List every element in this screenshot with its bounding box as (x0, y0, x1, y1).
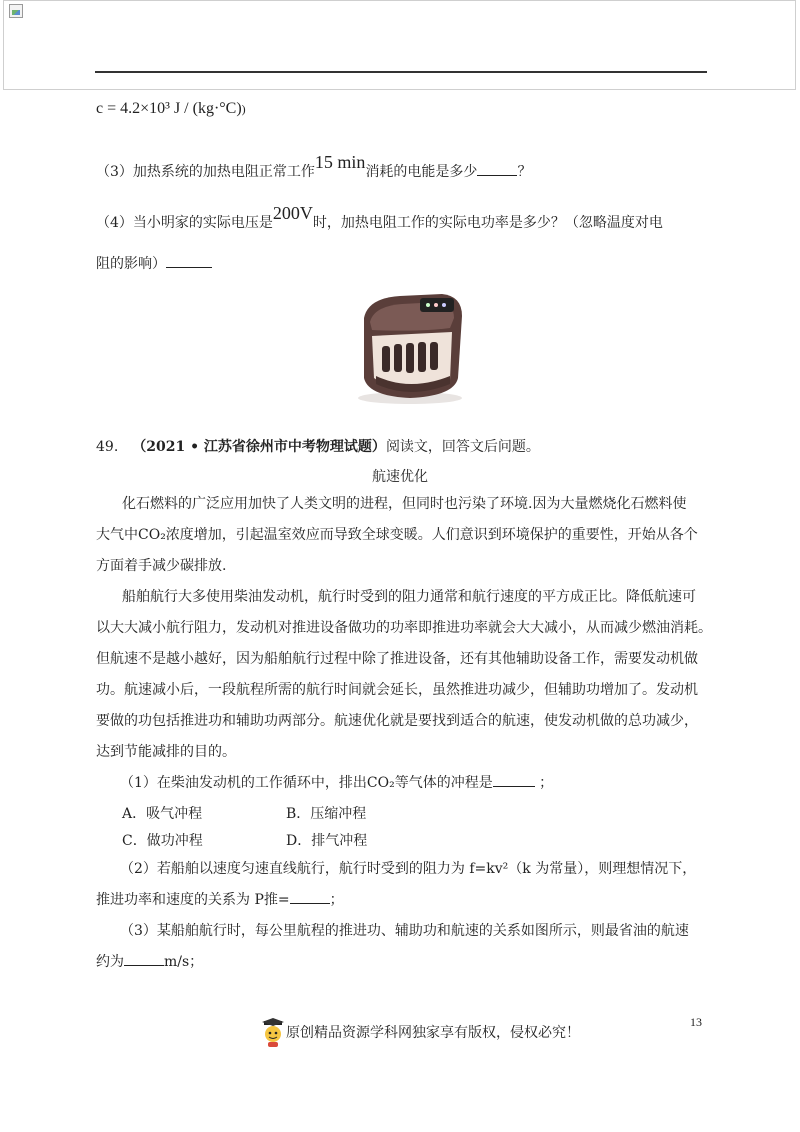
paragraph-2-line1: 船舶航行大多使用柴油发动机，航行时受到的阻力通常和航行速度的平方成正比。降低航速可 (122, 589, 696, 605)
article-title: 航速优化 (372, 469, 428, 485)
sub-question-1: （1）在柴油发动机的工作循环中，排出CO₂等气体的冲程是 ； (120, 775, 554, 791)
answer-blank (124, 953, 164, 966)
answer-blank (477, 163, 517, 176)
paragraph-1-line2: 大气中CO₂浓度增加，引起温室效应而导致全球变暖。人们意识到环境保护的重要性，开始从各个 (96, 527, 698, 543)
answer-blank (166, 255, 212, 268)
header-rule (95, 71, 707, 73)
option-c[interactable]: C．做功冲程 (122, 833, 203, 849)
paragraph-2-line6: 达到节能减排的目的。 (96, 744, 236, 760)
paragraph-2-line3: 但航速不是越小越好，因为船舶航行过程中除了推进设备，还有其他辅助设备工作，需要发动机做 (96, 651, 698, 667)
sub-question-3-line2: 约为 m/s； (96, 954, 204, 970)
specific-heat-formula: c = 4.2×10³ J / (kg·°C)) (96, 100, 246, 117)
broken-image-icon (9, 4, 23, 18)
sub-question-2-line2: 推进功率和速度的关系为 P推= ； (96, 892, 344, 908)
paragraph-2-line5: 要做的功包括推进功和辅助功两部分。航速优化就是要找到适合的航速，使发动机做的总功减少， (96, 713, 698, 729)
paragraph-1-line1: 化石燃料的广泛应用加快了人类文明的进程，但同时也污染了环境.因为大量燃烧化石燃料使 (122, 496, 687, 512)
mascot-icon (260, 1018, 286, 1048)
option-d[interactable]: D．排气冲程 (286, 833, 368, 849)
question-4: （4）当小明家的实际电压是200V时，加热电阻工作的实际电功率是多少？（忽略温度对电 (96, 203, 663, 231)
sub-question-3-line1: （3）某船舶航行时，每公里航程的推进功、辅助功和航速的关系如图所示，则最省油的航速 (120, 923, 689, 939)
option-a[interactable]: A．吸气冲程 (122, 806, 203, 822)
sub-question-2-line1: （2）若船舶以速度匀速直线航行，航行时受到的阻力为 f=kv²（k 为常量），则理想情况下， (120, 861, 697, 877)
paragraph-2-line2: 以大大减小航行阻力，发动机对推进设备做功的功率即推进功率就会大大减小，从而减少燃油消耗。 (96, 620, 712, 636)
copyright-footer: 原创精品资源学科网独家享有版权，侵权必究！ (260, 1018, 580, 1048)
question-4-line2: 阻的影响） (96, 253, 212, 273)
foot-spa-photo (350, 288, 470, 406)
question-3: （3）加热系统的加热电阻正常工作15 min消耗的电能是多少 ？ (96, 152, 532, 180)
option-b[interactable]: B．压缩冲程 (286, 806, 367, 822)
paragraph-2-line4: 功。航速减小后，一段航程所需的航行时间就会延长，虽然推进功减少，但辅助功增加了。发动机 (96, 682, 698, 698)
answer-blank (290, 891, 330, 904)
header-frame (3, 0, 796, 90)
page-number: 13 (690, 1015, 702, 1029)
question-49-header: 49. （2021 • 江苏省徐州市中考物理试题）阅读文，回答文后问题。 (96, 439, 540, 455)
answer-blank (493, 774, 535, 787)
paragraph-1-line3: 方面着手减少碳排放. (96, 558, 227, 574)
